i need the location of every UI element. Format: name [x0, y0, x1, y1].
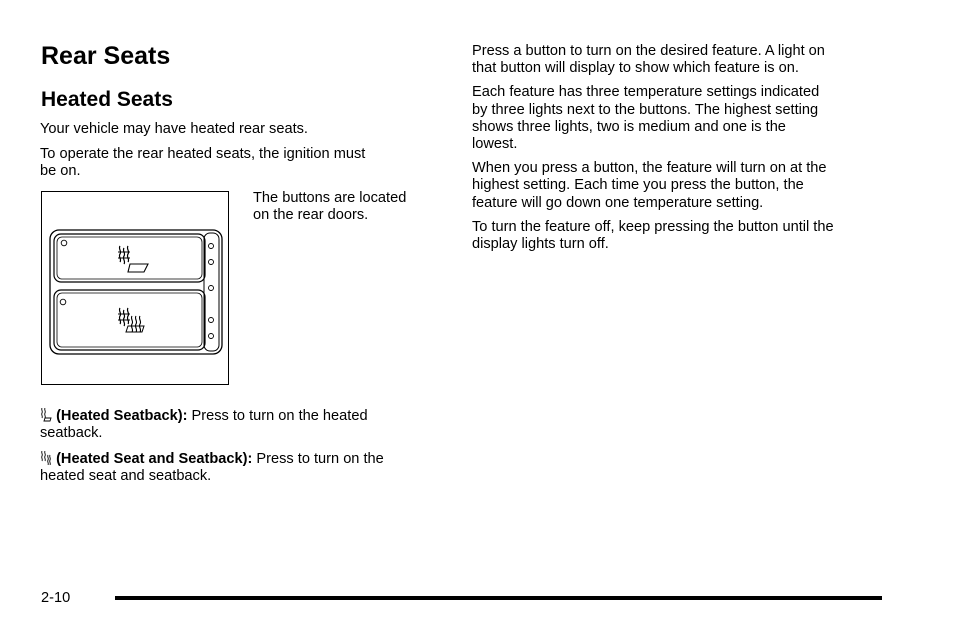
seat-and-back-definition — [40, 451, 425, 485]
right-p2-line4: lowest. — [472, 136, 518, 153]
lower-button — [54, 286, 214, 351]
heated-seat-and-seatback-icon — [40, 451, 52, 465]
right-paragraph-4 — [472, 219, 892, 253]
paragraph-ignition-line2: be on. — [40, 163, 81, 180]
paragraph-intro: Your vehicle may have heated rear seats. — [40, 121, 308, 137]
right-p1-line1: Press a button to turn on the desired feature. A light on — [472, 43, 825, 59]
right-p3-line2: highest setting. Each time you press the button, the — [472, 177, 804, 194]
right-p4-line1: To turn the feature off, keep pressing the button until the — [472, 218, 834, 235]
seatback-definition-line1 — [40, 408, 425, 425]
heated-seatback-icon — [40, 408, 52, 422]
right-p3-line3: feature will go down one temperature setting. — [472, 194, 764, 211]
right-paragraph-2 — [472, 84, 892, 153]
seatback-label: (Heated Seatback): — [56, 408, 188, 424]
right-p4-line2: display lights turn off. — [472, 236, 609, 253]
page-number: 2-10 — [41, 590, 71, 606]
figure-caption-line1: The buttons are located — [253, 190, 407, 206]
figure-caption — [253, 190, 406, 224]
heated-seatback-glyph — [118, 246, 148, 272]
page-title: Rear Seats — [41, 42, 171, 70]
seatback-definition — [40, 408, 425, 442]
seat-and-back-definition-line2: heated seat and seatback. — [40, 468, 212, 485]
footer-rule — [115, 596, 882, 600]
heated-seat-and-seatback-glyph — [118, 308, 144, 332]
right-p2-line2: by three lights next to the buttons. The highest setting — [472, 101, 819, 118]
upper-button — [54, 234, 214, 282]
right-p1-line2: that button will display to show which feature is on. — [472, 60, 799, 77]
paragraph-ignition — [40, 146, 365, 180]
seatback-text: Press to turn on the heated — [191, 408, 368, 424]
right-column — [472, 43, 892, 253]
section-title: Heated Seats — [41, 88, 173, 111]
right-paragraph-1 — [472, 43, 892, 77]
seat-and-back-label: (Heated Seat and Seatback): — [56, 451, 253, 467]
rear-door-buttons-figure — [41, 191, 229, 385]
paragraph-ignition-line1: To operate the rear heated seats, the ignition must — [40, 146, 366, 162]
seat-and-back-definition-line1 — [40, 451, 425, 468]
right-p2-line1: Each feature has three temperature settings indicated — [472, 84, 820, 101]
right-p2-line3: shows three lights, two is medium and one is the — [472, 118, 786, 135]
door-switch-illustration — [42, 192, 228, 384]
seatback-definition-line2: seatback. — [40, 425, 103, 442]
right-p3-line1: When you press a button, the feature will turn on at the — [472, 160, 827, 177]
right-paragraph-3 — [472, 160, 892, 212]
seat-and-back-text: Press to turn on the — [256, 451, 384, 467]
figure-caption-line2: on the rear doors. — [253, 207, 369, 224]
